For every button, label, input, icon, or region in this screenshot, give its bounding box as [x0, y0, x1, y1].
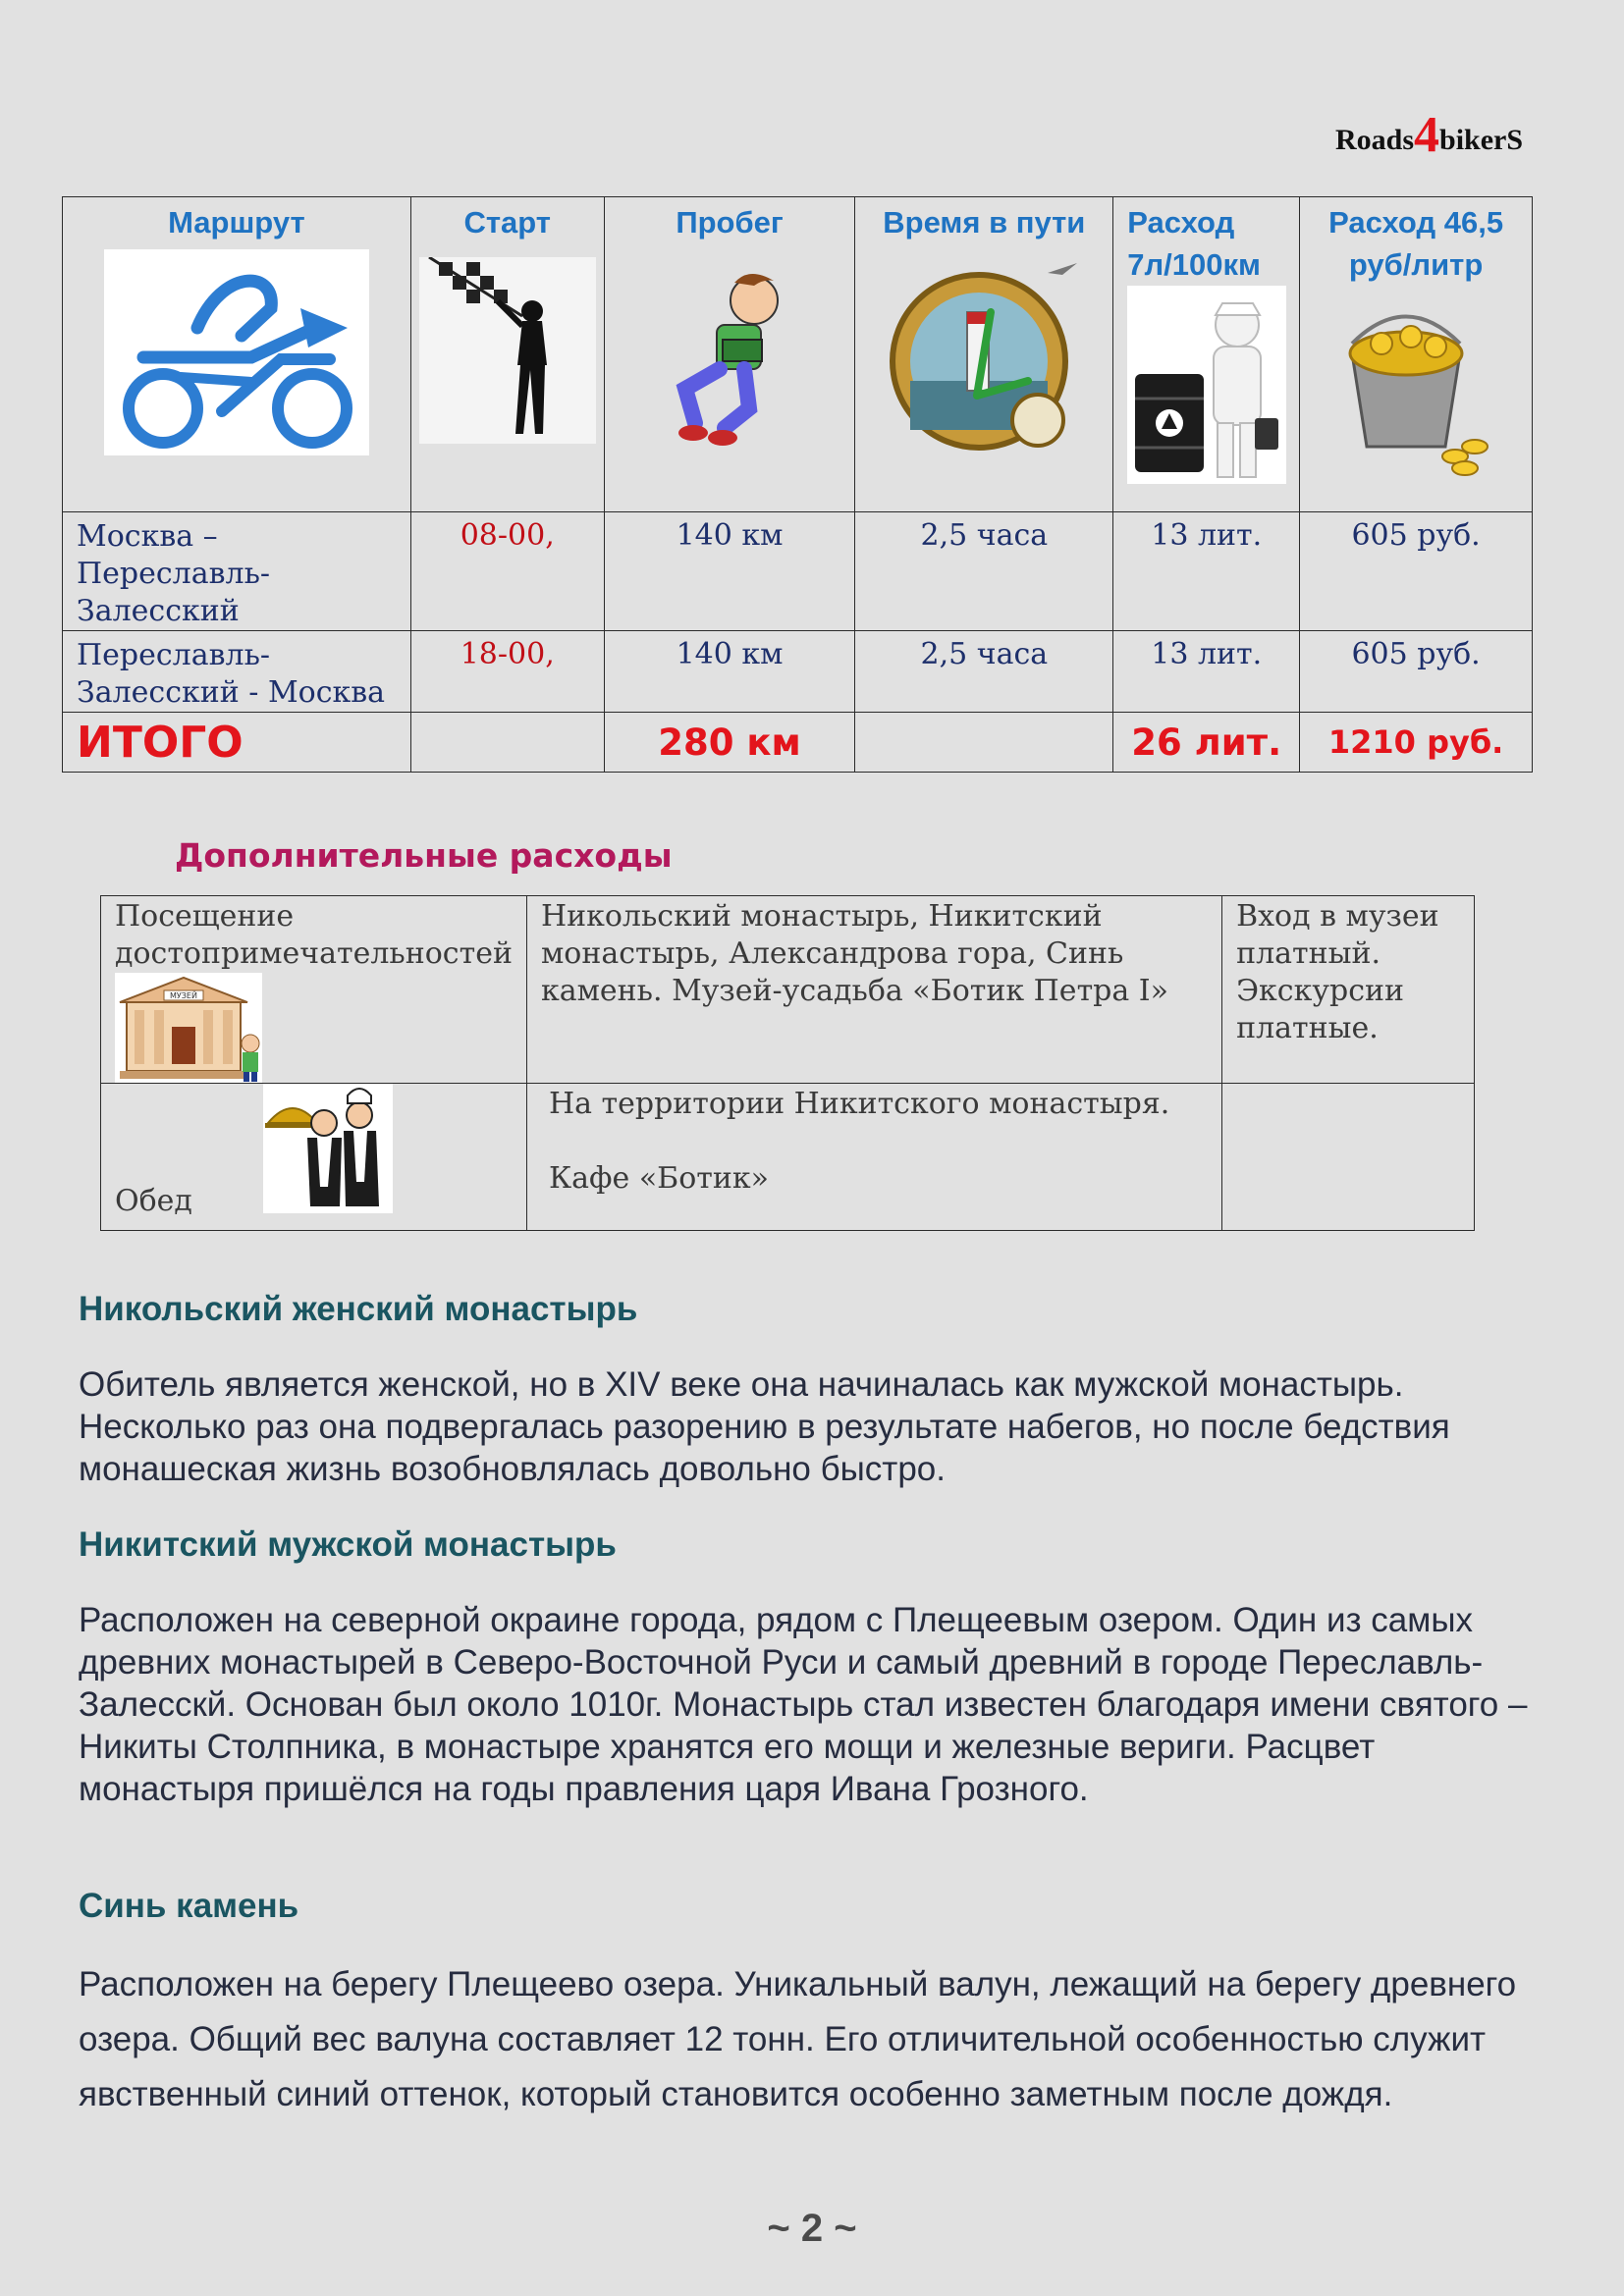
- total-fuel: 26 лит.: [1113, 713, 1300, 773]
- route-name: Москва – Переславль-Залесский: [63, 512, 411, 631]
- route-row: [63, 631, 1533, 713]
- route-table: [62, 196, 1533, 773]
- travel-time-value: 2,5 часа: [855, 512, 1113, 631]
- header-distance: Пробег: [604, 197, 855, 512]
- start-time: 18-00,: [410, 631, 604, 713]
- route-name: Переславль-Залесский - Москва: [63, 631, 411, 713]
- running-boy-icon: [656, 261, 803, 453]
- checkered-flag-girl-icon: [419, 257, 596, 444]
- header-fuel-consumption: Расход 7л/100км: [1113, 197, 1300, 512]
- total-distance: 280 км: [604, 713, 855, 773]
- route-table-header-row: [63, 197, 1533, 512]
- extra-details: Никольский монастырь, Никитский монастырь, Александрова гора, Синь камень. Музей-усадьба «Ботик Петра I»: [526, 896, 1221, 1084]
- waiters-icon: [263, 1084, 393, 1213]
- section-text: Расположен на берегу Плещеево озера. Уникальный валун, лежащий на берегу древнего озера. Общий вес валуна составляет 12 тонн. Его отличительной особенностью служит явственный синий оттенок, который становится особенно заметным после дождя.: [79, 1965, 1517, 2113]
- header-travel-time: Время в пути: [855, 197, 1113, 512]
- motorcycle-icon: [104, 249, 369, 455]
- extra-details-line: Кафе «Ботик»: [548, 1161, 769, 1196]
- oil-barrel-icon: [1127, 286, 1286, 484]
- museum-icon: [115, 973, 262, 1083]
- section-text: Расположен на северной окраине города, рядом с Плещеевым озером. Один из самых древних монастырей в Северо-Восточной Руси и самый древний в городе Переславль-Залесскй. Основан был около 1010г. Монастырь стал известен благодаря имени святого – Никиты Столпника, в монастыре хранятся его мощи и железные вериги. Расцвет монастыря пришёлся на годы правления царя Ивана Грозного.: [79, 1601, 1528, 1808]
- extra-item-label: Обед: [115, 1184, 192, 1218]
- porthole-clock-icon: [881, 253, 1087, 464]
- extra-row: [101, 1084, 1475, 1231]
- section-title: Синь камень: [79, 1887, 299, 1925]
- gold-coins-bucket-icon: [1337, 299, 1494, 476]
- extra-item-cell: [101, 896, 527, 1084]
- extra-expenses-table: [100, 895, 1475, 1231]
- route-row: [63, 512, 1533, 631]
- distance-value: 140 км: [604, 631, 855, 713]
- start-time: 08-00,: [410, 512, 604, 631]
- brand-logo: Roads4bikerS: [1335, 107, 1524, 163]
- museum-sign-text: МУЗЕЙ: [170, 991, 197, 1000]
- extra-row: [101, 896, 1475, 1084]
- total-row: [63, 713, 1533, 773]
- header-start: Старт: [410, 197, 604, 512]
- travel-time-value: 2,5 часа: [855, 631, 1113, 713]
- extra-note: [1222, 1084, 1475, 1231]
- cost-value: 605 руб.: [1300, 631, 1533, 713]
- extra-details-line: На территории Никитского монастыря.: [548, 1087, 1170, 1121]
- extra-expenses-title: Дополнительные расходы: [175, 836, 673, 875]
- section-title: Никитский мужской монастырь: [79, 1525, 617, 1564]
- header-route: Маршрут: [63, 197, 411, 512]
- header-fuel-cost: Расход 46,5 руб/литр: [1300, 197, 1533, 512]
- extra-details-cell: [526, 1084, 1221, 1231]
- section-text: Обитель является женской, но в XIV веке она начиналась как мужской монастырь. Несколько раз она подвергалась разорению в результате набегов, но после бедствия монашеская жизнь возобновлялась довольно быстро.: [79, 1365, 1450, 1488]
- page-number: ~ 2 ~: [767, 2207, 857, 2250]
- extra-item-label: Посещение достопримечательностей: [115, 899, 513, 971]
- total-cost: 1210 руб.: [1300, 713, 1533, 773]
- extra-item-cell: [101, 1084, 527, 1231]
- fuel-value: 13 лит.: [1113, 631, 1300, 713]
- distance-value: 140 км: [604, 512, 855, 631]
- total-label: ИТОГО: [63, 713, 411, 773]
- section-title: Никольский женский монастырь: [79, 1290, 638, 1328]
- extra-note: Вход в музеи платный. Экскурсии платные.: [1222, 896, 1475, 1084]
- fuel-value: 13 лит.: [1113, 512, 1300, 631]
- cost-value: 605 руб.: [1300, 512, 1533, 631]
